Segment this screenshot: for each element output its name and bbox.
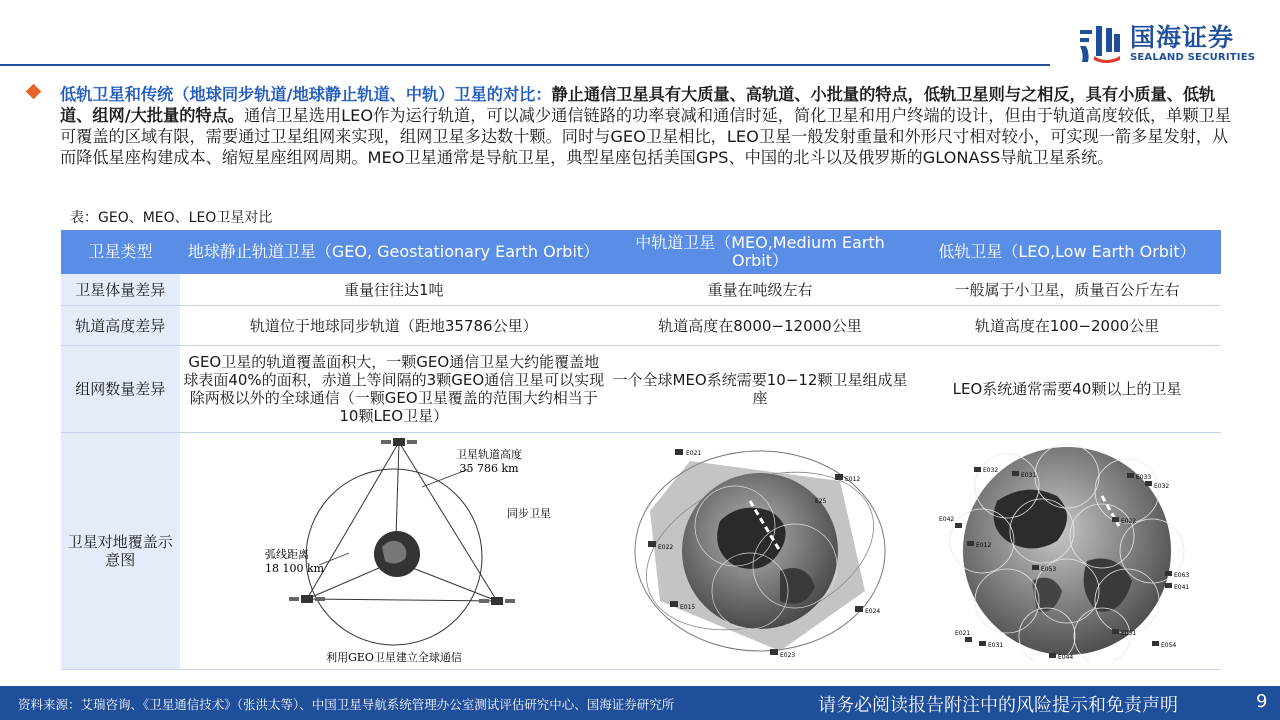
geo-diagram-caption: 利用GEO卫星建立全球通信 <box>325 651 462 664</box>
meo-sat-label: E024 <box>865 608 881 615</box>
meo-sat-label: E015 <box>680 604 696 611</box>
meo-sat-label: E023 <box>780 652 796 659</box>
page-number: 9 <box>1256 691 1268 712</box>
cell-leo: 一般属于小卫星，质量百公斤左右 <box>913 274 1221 306</box>
geo-arc-label: 弧线距离 <box>264 548 309 561</box>
leo-earth-illustration <box>937 441 1197 661</box>
row-label: 卫星对地覆盖示意图 <box>61 433 180 670</box>
geo-orbit-height-value: 35 786 km <box>459 462 519 475</box>
summary-bold: 静止通信卫星具有大质量、高轨道、小批量的特点，低轨卫星则与之相反，具有小质量、低轨道、组网/大批量的特点。 <box>60 85 1216 125</box>
summary-body: 通信卫星选用LEO作为运行轨道，可以减少通信链路的功率衰减和通信时延，简化卫星和用户终端的设计，但由于轨道高度较低，单颗卫星可覆盖的区域有限，需要通过卫星组网来实现，组网卫星多达数十颗。同时与GEO卫星相比，LEO卫星一般发射重量和外形尺寸相对较小，可实现一箭多星发射，从而降低星座构建成本、缩短星座组网周期。MEO卫星通常是导航卫星，典型星座包括美国GPS、中国的北斗以及俄罗斯的GLONASS导航卫星系统。 <box>60 106 1232 167</box>
brand-name-en: SEALAND SECURITIES <box>1130 52 1256 63</box>
footer-disclaimer: 请务必阅读报告附注中的风险提示和免责声明 <box>818 695 1178 716</box>
brand-logo <box>1078 24 1255 64</box>
sealand-logo-icon <box>1078 24 1122 64</box>
leo-sat-label: E051 <box>1121 630 1137 637</box>
leo-sat-label: E033 <box>1136 474 1152 481</box>
table-row <box>61 274 1221 306</box>
summary-paragraph <box>60 84 1240 168</box>
header-type: 卫星类型 <box>61 230 180 274</box>
comparison-table <box>61 230 1221 670</box>
leo-sat-label: E032 <box>1154 483 1170 490</box>
geo-arc-value: 18 100 km <box>264 562 324 575</box>
cell-meo: 重量在吨级左右 <box>607 274 913 306</box>
meo-sat-label: E022 <box>658 544 674 551</box>
diamond-bullet-icon <box>26 84 42 100</box>
leo-sat-label: E031 <box>988 642 1004 649</box>
cell-leo: 轨道高度在100−2000公里 <box>913 306 1221 346</box>
satellite-icon <box>479 597 515 605</box>
header-divider <box>0 64 1050 66</box>
table-header-row <box>61 230 1221 274</box>
row-label: 卫星体量差异 <box>61 274 180 306</box>
table-row <box>61 306 1221 346</box>
footer-source: 资料来源：艾瑞咨询、《卫星通信技术》（张洪太等）、中国卫星导航系统管理办公室测试评估研究中心、国海证券研究所 <box>18 697 675 712</box>
header-geo: 地球静止轨道卫星（GEO, Geostationary Earth Orbit） <box>180 230 607 274</box>
footer-bar <box>0 686 1280 720</box>
cell-geo-diagram <box>180 433 607 670</box>
leo-sat-label: E053 <box>1041 566 1057 573</box>
table-caption: 表：GEO、MEO、LEO卫星对比 <box>70 210 273 226</box>
cell-leo-diagram <box>913 433 1221 670</box>
table-row <box>61 346 1221 433</box>
cell-meo-diagram <box>607 433 913 670</box>
leo-sat-label: E032 <box>983 467 999 474</box>
meo-sat-label: E25 <box>815 498 827 505</box>
leo-sat-label: E041 <box>1174 584 1190 591</box>
meo-earth-illustration <box>630 441 890 661</box>
leo-coverage-diagram <box>937 441 1197 661</box>
meo-sat-label: E021 <box>686 450 702 457</box>
leo-sat-label: E044 <box>1058 654 1074 661</box>
leo-sat-label: E021 <box>955 630 971 637</box>
table-row <box>61 433 1221 670</box>
leo-sat-label: E042 <box>939 516 955 523</box>
row-label: 组网数量差异 <box>61 346 180 433</box>
cell-meo: 一个全球MEO系统需要10−12颗卫星组成星座 <box>607 346 913 433</box>
cell-leo: LEO系统通常需要40颗以上的卫星 <box>913 346 1221 433</box>
row-label: 轨道高度差异 <box>61 306 180 346</box>
header-meo: 中轨道卫星（MEO,Medium Earth Orbit） <box>607 230 913 274</box>
satellite-icon <box>289 595 325 603</box>
cell-geo: GEO卫星的轨道覆盖面积大，一颗GEO通信卫星大约能覆盖地球表面40%的面积，赤道上等间隔的3颗GEO通信卫星可以实现除两极以外的全球通信（一颗GEO卫星覆盖的范围大约相当于10颗LEO卫星） <box>180 346 607 433</box>
leo-sat-label: E054 <box>1161 642 1177 649</box>
geo-orbit-height-label: 卫星轨道高度 <box>455 448 522 461</box>
leo-sat-label: E022 <box>1121 518 1137 525</box>
cell-geo: 轨道位于地球同步轨道（距地35786公里） <box>180 306 607 346</box>
meo-sat-label: E012 <box>845 476 861 483</box>
satellite-icon <box>381 438 417 446</box>
brand-name-cn: 国海证券 <box>1130 23 1235 52</box>
leo-sat-label: E031 <box>1021 472 1037 479</box>
meo-coverage-diagram <box>630 441 890 661</box>
geo-coverage-diagram <box>229 437 559 665</box>
summary-lead: 低轨卫星和传统（地球同步轨道/地球静止轨道、中轨）卫星的对比： <box>60 85 552 104</box>
cell-meo: 轨道高度在8000−12000公里 <box>607 306 913 346</box>
geo-sync-label: 同步卫星 <box>506 507 551 520</box>
header-leo: 低轨卫星（LEO,Low Earth Orbit） <box>913 230 1221 274</box>
leo-sat-label: E012 <box>976 542 992 549</box>
cell-geo: 重量往往达1吨 <box>180 274 607 306</box>
leo-sat-label: E063 <box>1174 572 1190 579</box>
